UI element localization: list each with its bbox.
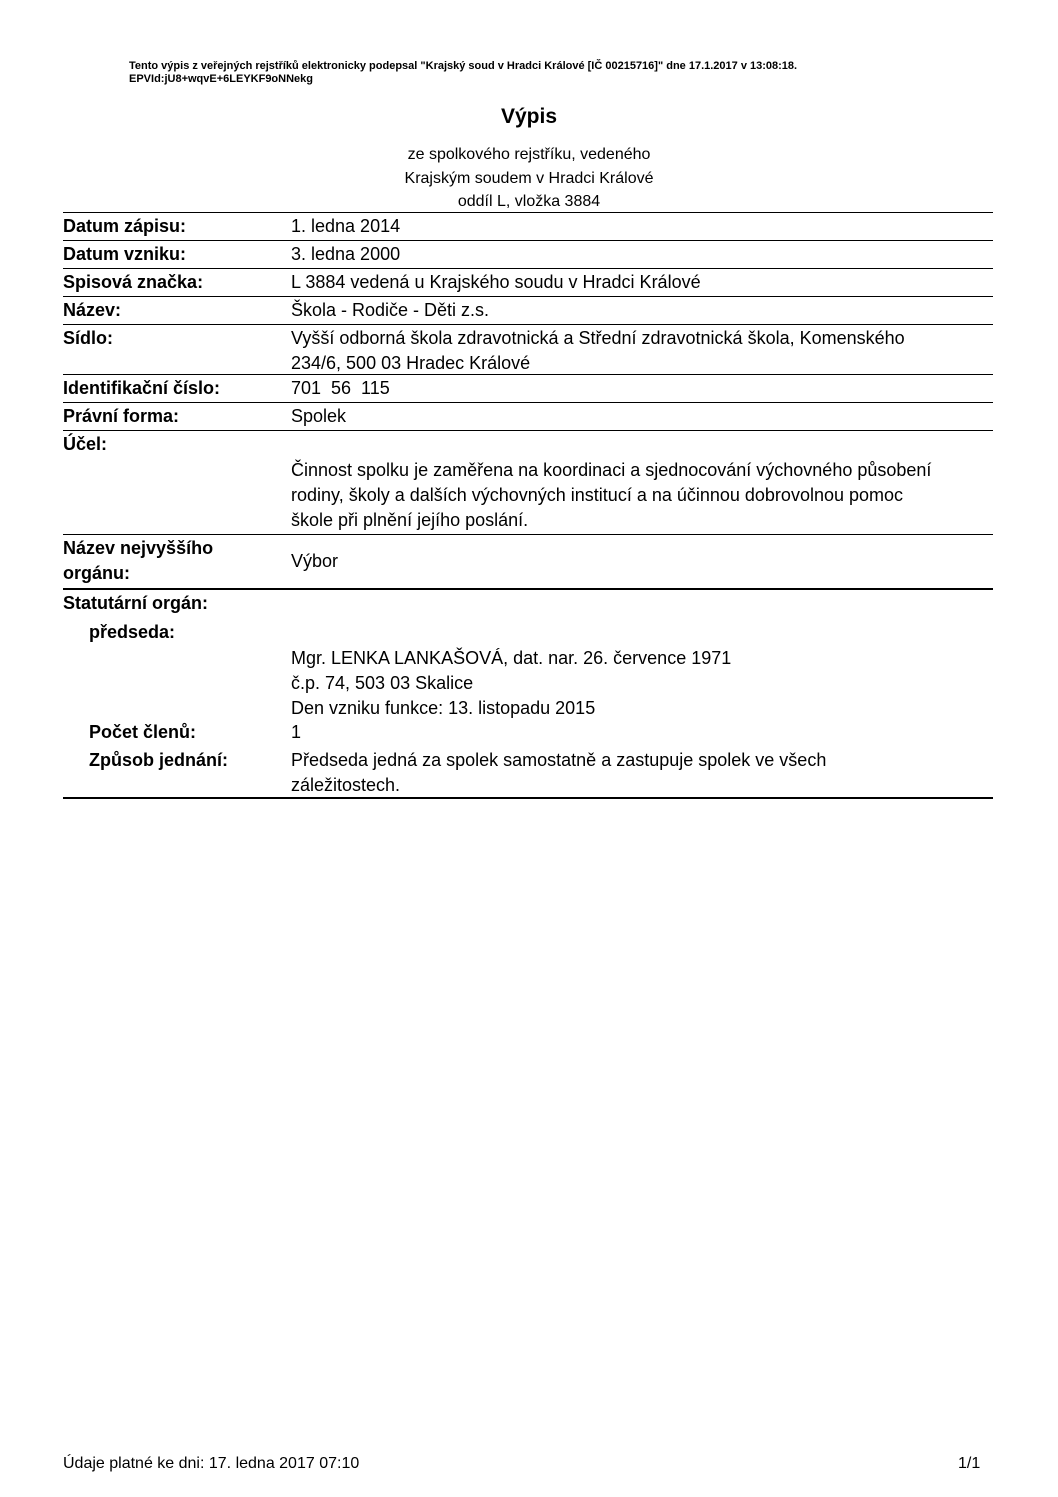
electronic-signature-note xyxy=(129,60,797,86)
datum-zapisu-label: Datum zápisu: xyxy=(63,216,187,236)
nejvyssi-organ-label xyxy=(63,536,213,586)
divider xyxy=(63,374,993,375)
document-subtitle-2: Krajským soudem v Hradci Králové xyxy=(404,170,654,187)
signature-line-2: EPVId:jU8+wqvE+6LEYKF9oNNekg xyxy=(129,73,313,85)
sidlo-line-1: Vyšší odborná škola zdravotnická a Střední zdravotnická škola, Komenského xyxy=(291,328,905,348)
divider xyxy=(63,212,993,213)
divider xyxy=(63,534,993,535)
zpusob-jednani-line-2: záležitostech. xyxy=(291,775,401,795)
pravni-forma-label: Právní forma: xyxy=(63,406,180,426)
signature-line-1: Tento výpis z veřejných rejstříků elektronicky podepsal "Krajský soud v Hradci Králové [IČ 00215716]" dne 17.1.2017 v 13:08:18. xyxy=(129,60,798,72)
ucel-line-2: rodiny, školy a dalších výchovných institucí a na účinnou dobrovolnou pomoc xyxy=(291,485,904,505)
pravni-forma-value: Spolek xyxy=(291,406,347,426)
nazev-value: Škola - Rodiče - Děti z.s. xyxy=(291,300,490,320)
divider xyxy=(63,797,993,799)
datum-vzniku-value: 3. ledna 2000 xyxy=(291,244,401,264)
divider xyxy=(63,296,993,297)
statutarni-organ-label: Statutární orgán: xyxy=(63,593,209,613)
predseda-label: předseda: xyxy=(89,622,176,642)
ucel-line-1: Činnost spolku je zaměřena na koordinaci a sjednocování výchovného působení xyxy=(291,460,932,480)
nejvyssi-organ-label-line-2: orgánu: xyxy=(63,563,130,583)
divider xyxy=(63,588,993,590)
page-number: 1/1 xyxy=(958,1455,981,1472)
divider xyxy=(63,268,993,269)
datum-vzniku-label: Datum vzniku: xyxy=(63,244,187,264)
spisova-znacka-value: L 3884 vedená u Krajského soudu v Hradci Králové xyxy=(291,272,701,292)
ico-label: Identifikační číslo: xyxy=(63,378,221,398)
nejvyssi-organ-value: Výbor xyxy=(291,551,339,571)
sidlo-line-2: 234/6, 500 03 Hradec Králové xyxy=(291,353,531,373)
ucel-label: Účel: xyxy=(63,434,108,454)
divider xyxy=(63,240,993,241)
divider xyxy=(63,324,993,325)
pocet-clenu-value: 1 xyxy=(291,722,302,742)
sidlo-value xyxy=(291,326,991,376)
spisova-znacka-label: Spisová značka: xyxy=(63,272,204,292)
zpusob-jednani-label: Způsob jednání: xyxy=(89,750,228,770)
predseda-line-2: č.p. 74, 503 03 Skalice xyxy=(291,673,474,693)
divider xyxy=(63,430,993,431)
datum-zapisu-value: 1. ledna 2014 xyxy=(291,216,401,236)
divider xyxy=(63,402,993,403)
document-subtitle-1: ze spolkového rejstříku, vedeného xyxy=(407,146,651,163)
document-title: Výpis xyxy=(500,105,558,128)
predseda-value xyxy=(291,646,991,721)
ucel-value xyxy=(291,458,991,533)
document-subtitle-3: oddíl L, vložka 3884 xyxy=(457,193,601,210)
predseda-line-3: Den vzniku funkce: 13. listopadu 2015 xyxy=(291,698,596,718)
pocet-clenu-label: Počet členů: xyxy=(89,722,197,742)
nejvyssi-organ-label-line-1: Název nejvyššího xyxy=(63,538,214,558)
sidlo-label: Sídlo: xyxy=(63,328,113,348)
ico-value: 701 56 115 xyxy=(291,378,390,398)
nazev-label: Název: xyxy=(63,300,122,320)
predseda-line-1: Mgr. LENKA LANKAŠOVÁ, dat. nar. 26. července 1971 xyxy=(291,648,732,668)
zpusob-jednani-line-1: Předseda jedná za spolek samostatně a zastupuje spolek ve všech xyxy=(291,750,827,770)
zpusob-jednani-value xyxy=(291,748,991,798)
ucel-line-3: škole při plnění jejího poslání. xyxy=(291,510,529,530)
validity-footer: Údaje platné ke dni: 17. ledna 2017 07:10 xyxy=(63,1455,360,1472)
